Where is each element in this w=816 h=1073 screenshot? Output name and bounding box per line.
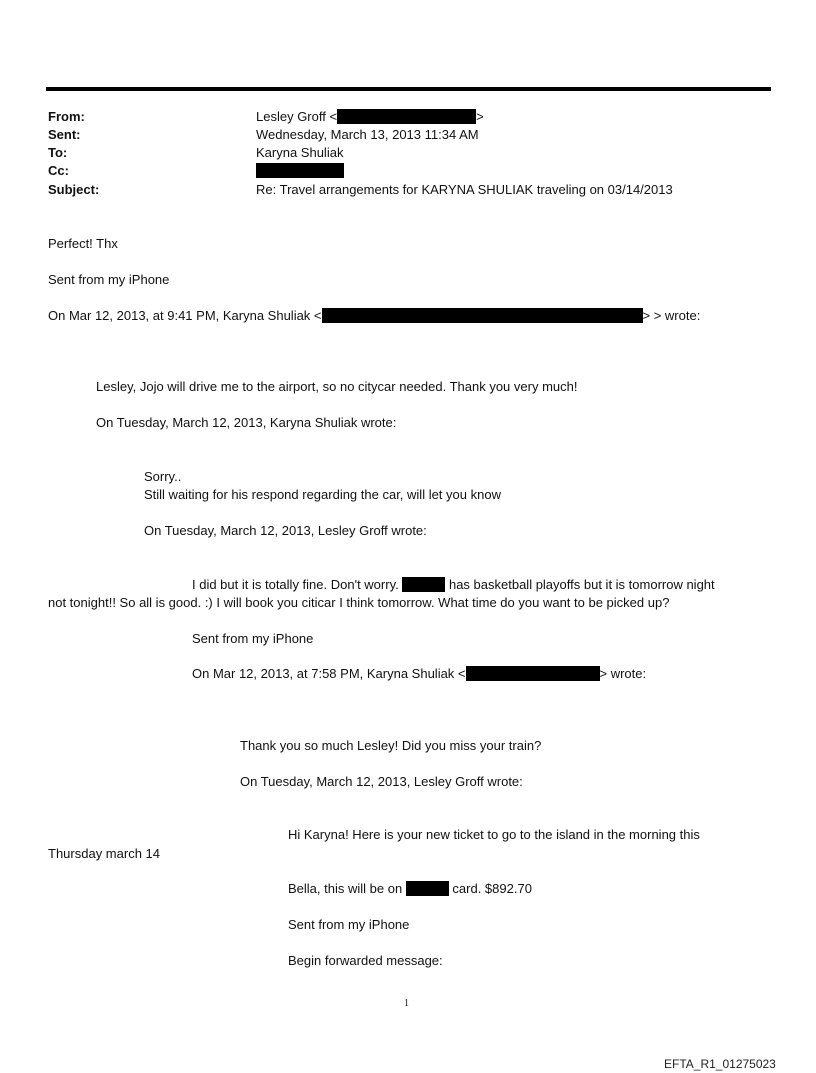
redaction-block <box>406 881 449 896</box>
header-rule <box>46 87 771 91</box>
redaction-block <box>322 308 643 323</box>
quote-header-text: > > wrote: <box>642 308 701 323</box>
to-value: Karyna Shuliak <box>256 145 344 160</box>
message-line: Sorry.. <box>144 469 182 484</box>
message-line: Sent from my iPhone <box>192 631 314 646</box>
message-line: Sent from my iPhone <box>48 272 170 287</box>
subject-value: Re: Travel arrangements for KARYNA SHULIAK traveling on 03/14/2013 <box>256 182 673 197</box>
quote-header-line: On Tuesday, March 12, 2013, Karyna Shuliak wrote: <box>96 415 397 430</box>
bates-number: EFTA_R1_01275023 <box>664 1057 776 1071</box>
message-line: not tonight!! So all is good. :) I will book you citicar I think tomorrow. What time do you want to be picked up? <box>48 595 670 610</box>
quote-header-text: On Mar 12, 2013, at 9:41 PM, Karyna Shuliak < <box>48 308 322 323</box>
subject-label: Subject: <box>48 182 100 197</box>
to-label: To: <box>48 145 68 160</box>
from-name: Lesley Groff < <box>256 109 338 124</box>
cc-label: Cc: <box>48 163 69 178</box>
sent-value: Wednesday, March 13, 2013 11:34 AM <box>256 127 479 142</box>
from-label: From: <box>48 109 85 124</box>
message-line: Still waiting for his respond regarding the car, will let you know <box>144 487 501 502</box>
redaction-block <box>466 666 600 681</box>
redaction-block <box>402 577 445 592</box>
from-value <box>256 108 484 125</box>
cc-value <box>256 162 344 179</box>
quote-header-line <box>48 307 700 324</box>
message-text: card. $892.70 <box>452 881 532 896</box>
message-text: Bella, this will be on <box>288 881 403 896</box>
redaction-block <box>337 109 476 124</box>
redaction-block <box>256 163 344 178</box>
message-line: Hi Karyna! Here is your new ticket to go to the island in the morning this <box>288 827 700 842</box>
page-number: 1 <box>404 998 409 1009</box>
sent-label: Sent: <box>48 127 81 142</box>
message-line: Begin forwarded message: <box>288 953 443 968</box>
message-line: Perfect! Thx <box>48 236 118 251</box>
message-line <box>192 576 715 593</box>
message-line: Thursday march 14 <box>48 846 160 861</box>
quote-header-text: > wrote: <box>599 666 647 681</box>
message-text: has basketball playoffs but it is tomorrow night <box>448 577 715 592</box>
message-line <box>288 880 532 897</box>
quote-header-line: On Tuesday, March 12, 2013, Lesley Groff wrote: <box>240 774 523 789</box>
message-line: Sent from my iPhone <box>288 917 410 932</box>
quote-header-line <box>192 665 646 682</box>
message-line: Thank you so much Lesley! Did you miss your train? <box>240 738 542 753</box>
message-text: I did but it is totally fine. Don't worry. <box>192 577 399 592</box>
quote-header-line: On Tuesday, March 12, 2013, Lesley Groff wrote: <box>144 523 427 538</box>
from-close: > <box>476 109 484 124</box>
quote-header-text: On Mar 12, 2013, at 7:58 PM, Karyna Shuliak < <box>192 666 466 681</box>
message-line: Lesley, Jojo will drive me to the airport, so no citycar needed. Thank you very much! <box>96 379 578 394</box>
